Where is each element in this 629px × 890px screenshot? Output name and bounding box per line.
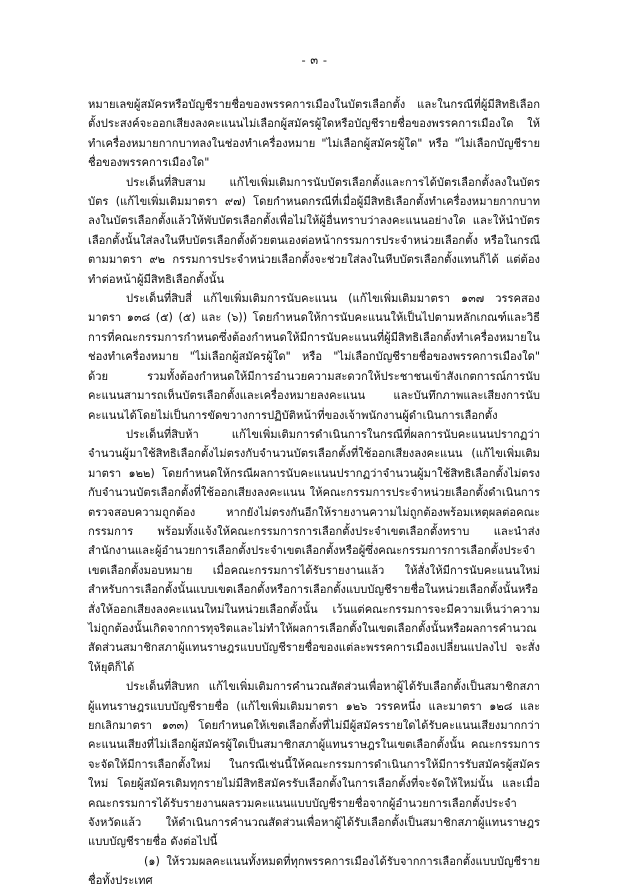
- paragraph: หมายเลขผู้สมัครหรือบัญชีรายชื่อของพรรคการเมืองในบัตรเลือกตั้ง และในกรณีที่ผู้มีสิทธิเลือกตั้งประสงค์จะออกเสียงลงคะแนนไม่เลือกผู้สมัครผู้ใดหรือบัญชีรายชื่อของพรรคการเมืองใด ให้ทำเครื่องหมายกากบาทลงในช่องทำเครื่องหมาย "ไม่เลือกผู้สมัครผู้ใด" หรือ "ไม่เลือกบัญชีรายชื่อของพรรคการเมืองใด": [88, 98, 540, 170]
- paragraph: ประเด็นที่สิบสาม แก้ไขเพิ่มเติมการนับบัตรเลือกตั้งและการได้บัตรเลือกตั้งลงในบัตรบัตร (แก้ไขเพิ่มเติมมาตรา ๙๗) โดยกำหนดกรณีที่เมื่อผู้มีสิทธิเลือกตั้งทำเครื่องหมายกากบาทลงในบัตรเลือกตั้งแล้วให้พับบัตรเลือกตั้งเพื่อไม่ให้ผู้อื่นทราบว่าลงคะแนนอย่างใด และให้นำบัตรเลือกตั้งนั้นใส่ลงในหีบบัตรเลือกตั้งด้วยตนเองต่อหน้ากรรมการประจำหน่วยเลือกตั้ง หรือในกรณีตามมาตรา ๙๒ กรรมการประจำหน่วยเลือกตั้งจะช่วยใส่ลงในหีบบัตรเลือกตั้งแทนก็ได้ แต่ต้องทำต่อหน้าผู้มีสิทธิเลือกตั้งนั้น: [88, 175, 540, 286]
- document-body: [88, 95, 540, 890]
- paragraph: (๑) ให้รวมผลคะแนนทั้งหมดที่ทุกพรรคการเมืองได้รับจากการเลือกตั้งแบบบัญชีรายชื่อทั้งประเทศ: [88, 854, 540, 888]
- paragraph: ประเด็นที่สิบห้า แก้ไขเพิ่มเติมการดำเนินการในกรณีที่ผลการนับคะแนนปรากฏว่าจำนวนผู้มาใช้สิทธิเลือกตั้งไม่ตรงกับจำนวนบัตรเลือกตั้งที่ใช้ออกเสียงลงคะแนน (แก้ไขเพิ่มเติมมาตรา ๑๒๒) โดยกำหนดให้กรณีผลการนับคะแนนปรากฏว่าจำนวนผู้มาใช้สิทธิเลือกตั้งไม่ตรงกับจำนวนบัตรเลือกตั้งที่ใช้ออกเสียงลงคะแนน ให้คณะกรรมการประจำหน่วยเลือกตั้งดำเนินการตรวจสอบความถูกต้อง หากยังไม่ตรงกันอีกให้รายงานความไม่ถูกต้องพร้อมเหตุผลต่อคณะกรรมการ พร้อมทั้งแจ้งให้คณะกรรมการการเลือกตั้งประจำเขตเลือกตั้งทราบ และนำส่งสำนักงานและผู้อำนวยการเลือกตั้งประจำเขตเลือกตั้งหรือผู้ซึ่งคณะกรรมการการเลือกตั้งประจำเขตเลือกตั้งมอบหมาย เมื่อคณะกรรมการได้รับรายงานแล้ว ให้สั่งให้มีการนับคะแนนใหม่สำหรับการเลือกตั้งนั้นแบบเขตเลือกตั้งหรือการเลือกตั้งแบบบัญชีรายชื่อในหน่วยเลือกตั้งนั้นหรือสั่งให้ออกเสียงลงคะแนนใหม่ในหน่วยเลือกตั้งนั้น เว้นแต่คณะกรรมการจะมีความเห็นว่าความไม่ถูกต้องนั้นเกิดจากการทุจริตและไม่ทำให้ผลการเลือกตั้งในเขตเลือกตั้งนั้นหรือผลการคำนวณสัดส่วนสมาชิกสภาผู้แทนราษฎรแบบบัญชีรายชื่อของแต่ละพรรคการเมืองเปลี่ยนแปลงไป จะสั่งให้ยุติก็ได้: [88, 427, 540, 674]
- paragraph: ประเด็นที่สิบหก แก้ไขเพิ่มเติมการคำนวณสัดส่วนเพื่อหาผู้ได้รับเลือกตั้งเป็นสมาชิกสภาผู้แทนราษฎรแบบบัญชีรายชื่อ (แก้ไขเพิ่มเติมมาตรา ๑๒๖ วรรคหนึ่ง และมาตรา ๑๒๘ และยกเลิกมาตรา ๑๓๓) โดยกำหนดให้เขตเลือกตั้งที่ไม่มีผู้สมัครรายใดได้รับคะแนนเสียงมากกว่าคะแนนเสียงที่ไม่เลือกผู้สมัครผู้ใดเป็นสมาชิกสภาผู้แทนราษฎรในเขตเลือกตั้งนั้น คณะกรรมการจะจัดให้มีการเลือกตั้งใหม่ ในกรณีเช่นนี้ให้คณะกรรมการดำเนินการให้มีการรับสมัครผู้สมัครใหม่ โดยผู้สมัครเดิมทุกรายไม่มีสิทธิสมัครรับเลือกตั้งในการเลือกตั้งที่จะจัดให้ใหม่นั้น และเมื่อคณะกรรมการได้รับรายงานผลรวมคะแนนแบบบัญชีรายชื่อจากผู้อำนวยการเลือกตั้งประจำจังหวัดแล้ว ให้ดำเนินการคำนวณสัดส่วนเพื่อหาผู้ได้รับเลือกตั้งเป็นสมาชิกสภาผู้แทนราษฎรแบบบัญชีรายชื่อ ดังต่อไปนี้: [88, 680, 540, 849]
- page-number: - ๓ -: [301, 53, 328, 67]
- paragraph: ประเด็นที่สิบสี่ แก้ไขเพิ่มเติมการนับคะแนน (แก้ไขเพิ่มเติมมาตรา ๑๓๗ วรรคสอง มาตรา ๑๓๘ (๕) (๕) และ (๖)) โดยกำหนดให้การนับคะแนนให้เป็นไปตามหลักเกณฑ์และวิธีการที่คณะกรรมการกำหนดซึ่งต้องกำหนดให้มีการนับคะแนนที่ผู้มีสิทธิเลือกตั้งทำเครื่องหมายในช่องทำเครื่องหมาย "ไม่เลือกผู้สมัครผู้ใด" หรือ "ไม่เลือกบัญชีรายชื่อของพรรคการเมืองใด" ด้วย รวมทั้งต้องกำหนดให้มีการอำนวยความสะดวกให้ประชาชนเข้าสังเกตการณ์การนับคะแนนสามารถเห็นบัตรเลือกตั้งและเครื่องหมายลงคะแนน และบันทึกภาพและเสียงการนับคะแนนได้โดยไม่เป็นการขัดขวางการปฏิบัติหน้าที่ของเจ้าพนักงานผู้ดำเนินการเลือกตั้ง: [88, 292, 540, 422]
